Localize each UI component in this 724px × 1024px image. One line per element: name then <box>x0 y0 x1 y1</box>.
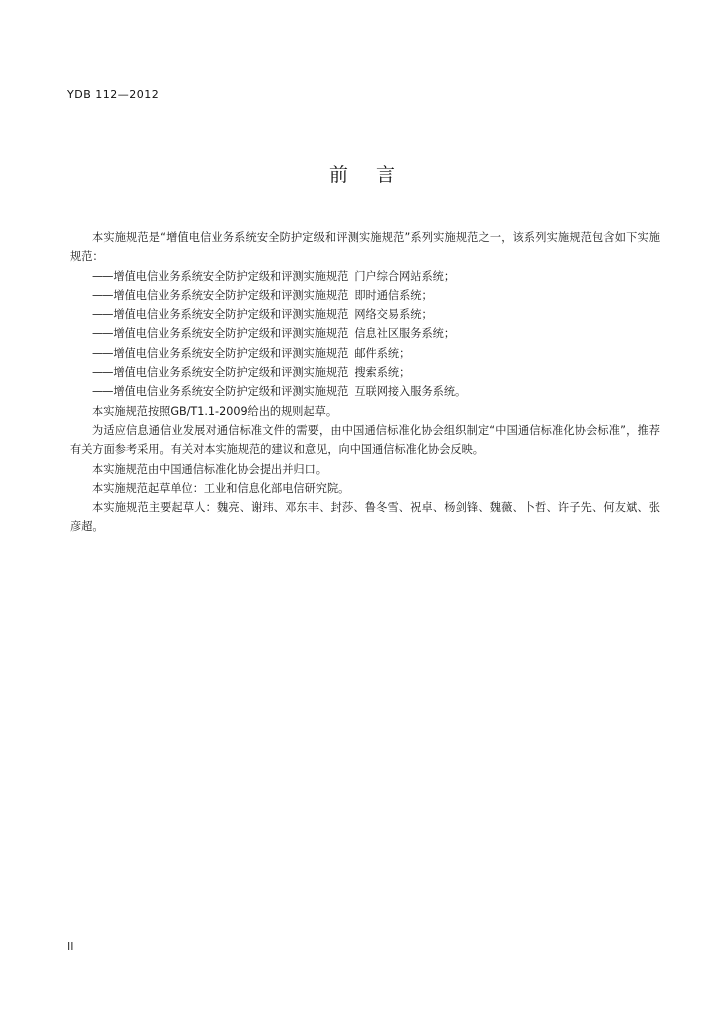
list-dash: —— <box>92 366 113 380</box>
list-dash: —— <box>92 346 113 360</box>
list-dash: —— <box>92 385 113 399</box>
list-item-suffix: 网络交易系统； <box>354 308 433 322</box>
list-dash: —— <box>92 327 113 341</box>
list-item-title: 增值电信业务系统安全防护定级和评测实施规范 <box>113 385 349 399</box>
list-item <box>70 305 660 324</box>
list-item-suffix: 门户综合网站系统； <box>354 269 456 283</box>
list-item-title: 增值电信业务系统安全防护定级和评测实施规范 <box>113 366 349 380</box>
list-item-title: 增值电信业务系统安全防护定级和评测实施规范 <box>113 288 349 302</box>
list-item <box>70 324 660 343</box>
list-item <box>70 286 660 305</box>
list-item <box>70 267 660 286</box>
list-dash: —— <box>92 308 113 322</box>
list-item <box>70 344 660 363</box>
page-number: II <box>67 940 74 953</box>
list-item-title: 增值电信业务系统安全防护定级和评测实施规范 <box>113 269 349 283</box>
section-title: 前言 <box>328 164 423 186</box>
list-item-title: 增值电信业务系统安全防护定级和评测实施规范 <box>113 327 349 341</box>
list-item-suffix: 互联网接入服务系统。 <box>354 385 467 399</box>
paragraph-drafters: 本实施规范主要起草人：魏亮、谢玮、邓东丰、封莎、鲁冬雪、祝卓、杨剑锋、魏薇、卜哲、许子先、何友斌、张彦超。 <box>70 501 660 534</box>
paragraph-proposer: 本实施规范由中国通信标准化协会提出并归口。 <box>92 462 327 476</box>
list-dash: —— <box>92 269 113 283</box>
list-item-title: 增值电信业务系统安全防护定级和评测实施规范 <box>113 308 349 322</box>
paragraph-purpose: 为适应信息通信业发展对通信标准文件的需要，由中国通信标准化协会组织制定“中国通信标准化协会标准”，推荐有关方面参考采用。有关对本实施规范的建议和意见，向中国通信标准化协会反映。 <box>70 423 660 457</box>
foreword-body <box>70 228 660 537</box>
list-item-title: 增值电信业务系统安全防护定级和评测实施规范 <box>113 346 349 360</box>
paragraph-intro: 本实施规范是“增值电信业务系统安全防护定级和评测实施规范”系列实施规范之一，该系列实施规范包含如下实施规范： <box>70 231 660 264</box>
list-item-suffix: 邮件系统； <box>354 346 411 360</box>
list-item-suffix: 即时通信系统； <box>354 288 433 302</box>
list-item <box>70 363 660 382</box>
list-item <box>70 382 660 401</box>
paragraph-drafting-unit: 本实施规范起草单位：工业和信息化部电信研究院。 <box>92 481 350 495</box>
list-item-suffix: 搜索系统； <box>354 366 411 380</box>
list-dash: —— <box>92 288 113 302</box>
document-code: YDB 112—2012 <box>67 88 160 101</box>
series-list <box>70 267 660 402</box>
list-item-suffix: 信息社区服务系统； <box>354 327 456 341</box>
paragraph-basis: 本实施规范按照GB/T1.1-2009给出的规则起草。 <box>92 404 338 418</box>
